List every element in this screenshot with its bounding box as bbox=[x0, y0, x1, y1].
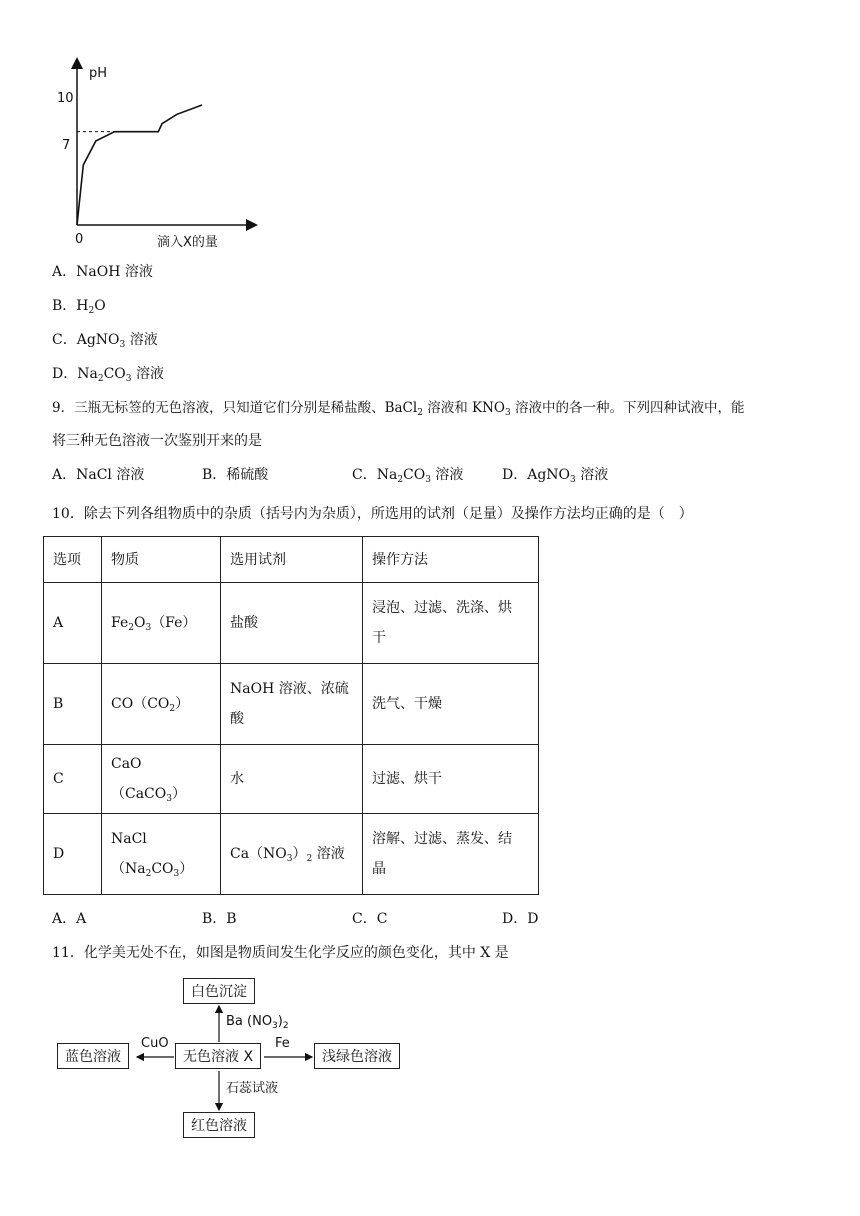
q9-stem-line1: 9．三瓶无标签的无色溶液，只知道它们分别是稀盐酸、BaCl$_2$ 溶液和 $KNO_3$ 溶液中的各一种。下列四种试液中，能 bbox=[52, 400, 745, 418]
table-cell: $Fe_2O_3(Fe)$ bbox=[102, 583, 221, 664]
q9-stem-line2: 将三种无色溶液一次鉴别开来的是 bbox=[52, 433, 262, 449]
table-cell: $Ca(NO_3)_2$ 溶液 bbox=[221, 814, 363, 895]
table-cell: NaOH 溶液、浓硫 酸 bbox=[221, 664, 363, 745]
q9-option-c[interactable]: C．$Na_2CO_3$ 溶液 bbox=[352, 467, 464, 485]
table-cell: 浸泡、过滤、洗涤、烘 干 bbox=[363, 583, 539, 664]
table-cell: CaO（CaCO$_3$） bbox=[102, 745, 221, 814]
q9-option-a[interactable]: A．NaCl 溶液 bbox=[52, 467, 145, 483]
colorless-solution-x-box: 无色溶液 X bbox=[175, 1043, 261, 1069]
q10-option-b[interactable]: B．B bbox=[202, 911, 237, 927]
table-row bbox=[44, 583, 539, 664]
origin-label: 0 bbox=[75, 232, 84, 247]
y-axis-label: pH bbox=[89, 66, 108, 81]
table-cell: A bbox=[44, 583, 102, 664]
y-tick-label: 10 bbox=[57, 91, 74, 106]
label-cuo: CuO bbox=[141, 1036, 169, 1051]
table-cell: 盐酸 bbox=[221, 583, 363, 664]
q10-option-d[interactable]: D．D bbox=[502, 911, 539, 927]
q8-option-c[interactable]: C．AgNO$_3$ 溶液 bbox=[52, 332, 158, 350]
label-litmus: 石蕊试液 bbox=[226, 1081, 279, 1096]
label-fe: Fe bbox=[275, 1036, 290, 1051]
table-row bbox=[44, 664, 539, 745]
blue-solution-box: 蓝色溶液 bbox=[57, 1043, 129, 1069]
q8-option-b[interactable]: B．$H_2O$ bbox=[52, 298, 106, 316]
table-cell: B bbox=[44, 664, 102, 745]
table-cell: C bbox=[44, 745, 102, 814]
white-precipitate-box: 白色沉淀 bbox=[183, 978, 255, 1004]
table-header-cell: 物质 bbox=[102, 537, 221, 583]
ph-graph bbox=[52, 55, 272, 255]
q8-option-d[interactable]: D．$Na_2CO_3$ 溶液 bbox=[52, 366, 164, 384]
red-solution-box: 红色溶液 bbox=[183, 1112, 255, 1138]
table-header-row bbox=[44, 537, 539, 583]
q9-option-b[interactable]: B．稀硫酸 bbox=[202, 467, 269, 483]
q8-option-a[interactable]: A．NaOH 溶液 bbox=[52, 264, 153, 280]
table-cell: D bbox=[44, 814, 102, 895]
q10-option-c[interactable]: C．C bbox=[352, 911, 388, 927]
table-cell: 水 bbox=[221, 745, 363, 814]
table-header-cell: 选项 bbox=[44, 537, 102, 583]
label-ba-no3-2: Ba $(NO_3)_2$ bbox=[226, 1014, 289, 1031]
table-row bbox=[44, 814, 539, 895]
table-cell: 过滤、烘干 bbox=[363, 745, 539, 814]
q11-stem: 11．化学美无处不在，如图是物质间发生化学反应的颜色变化，其中 X 是 bbox=[52, 945, 509, 961]
light-green-solution-box: 浅绿色溶液 bbox=[314, 1043, 400, 1069]
table-header-cell: 操作方法 bbox=[363, 537, 539, 583]
table-cell: 溶解、过滤、蒸发、结 晶 bbox=[363, 814, 539, 895]
table-cell: $CO(CO_2)$ bbox=[102, 664, 221, 745]
q9-option-d[interactable]: D．AgNO$_3$ 溶液 bbox=[502, 467, 609, 485]
table-cell: $NaCl(Na_2CO_3)$ bbox=[102, 814, 221, 895]
q10-option-a[interactable]: A．A bbox=[52, 911, 87, 927]
y-tick-label: 7 bbox=[62, 138, 71, 153]
x-axis-label: 滴入X的量 bbox=[157, 235, 218, 250]
reaction-diagram bbox=[40, 970, 460, 1150]
q10-stem: 10．除去下列各组物质中的杂质（括号内为杂质），所选用的试剂（足量）及操作方法均正确的是（ ） bbox=[52, 506, 693, 522]
table-header-cell: 选用试剂 bbox=[221, 537, 363, 583]
table-cell: 洗气、干燥 bbox=[363, 664, 539, 745]
table-row bbox=[44, 745, 539, 814]
ph-curve bbox=[77, 105, 202, 225]
q10-table bbox=[43, 536, 539, 895]
